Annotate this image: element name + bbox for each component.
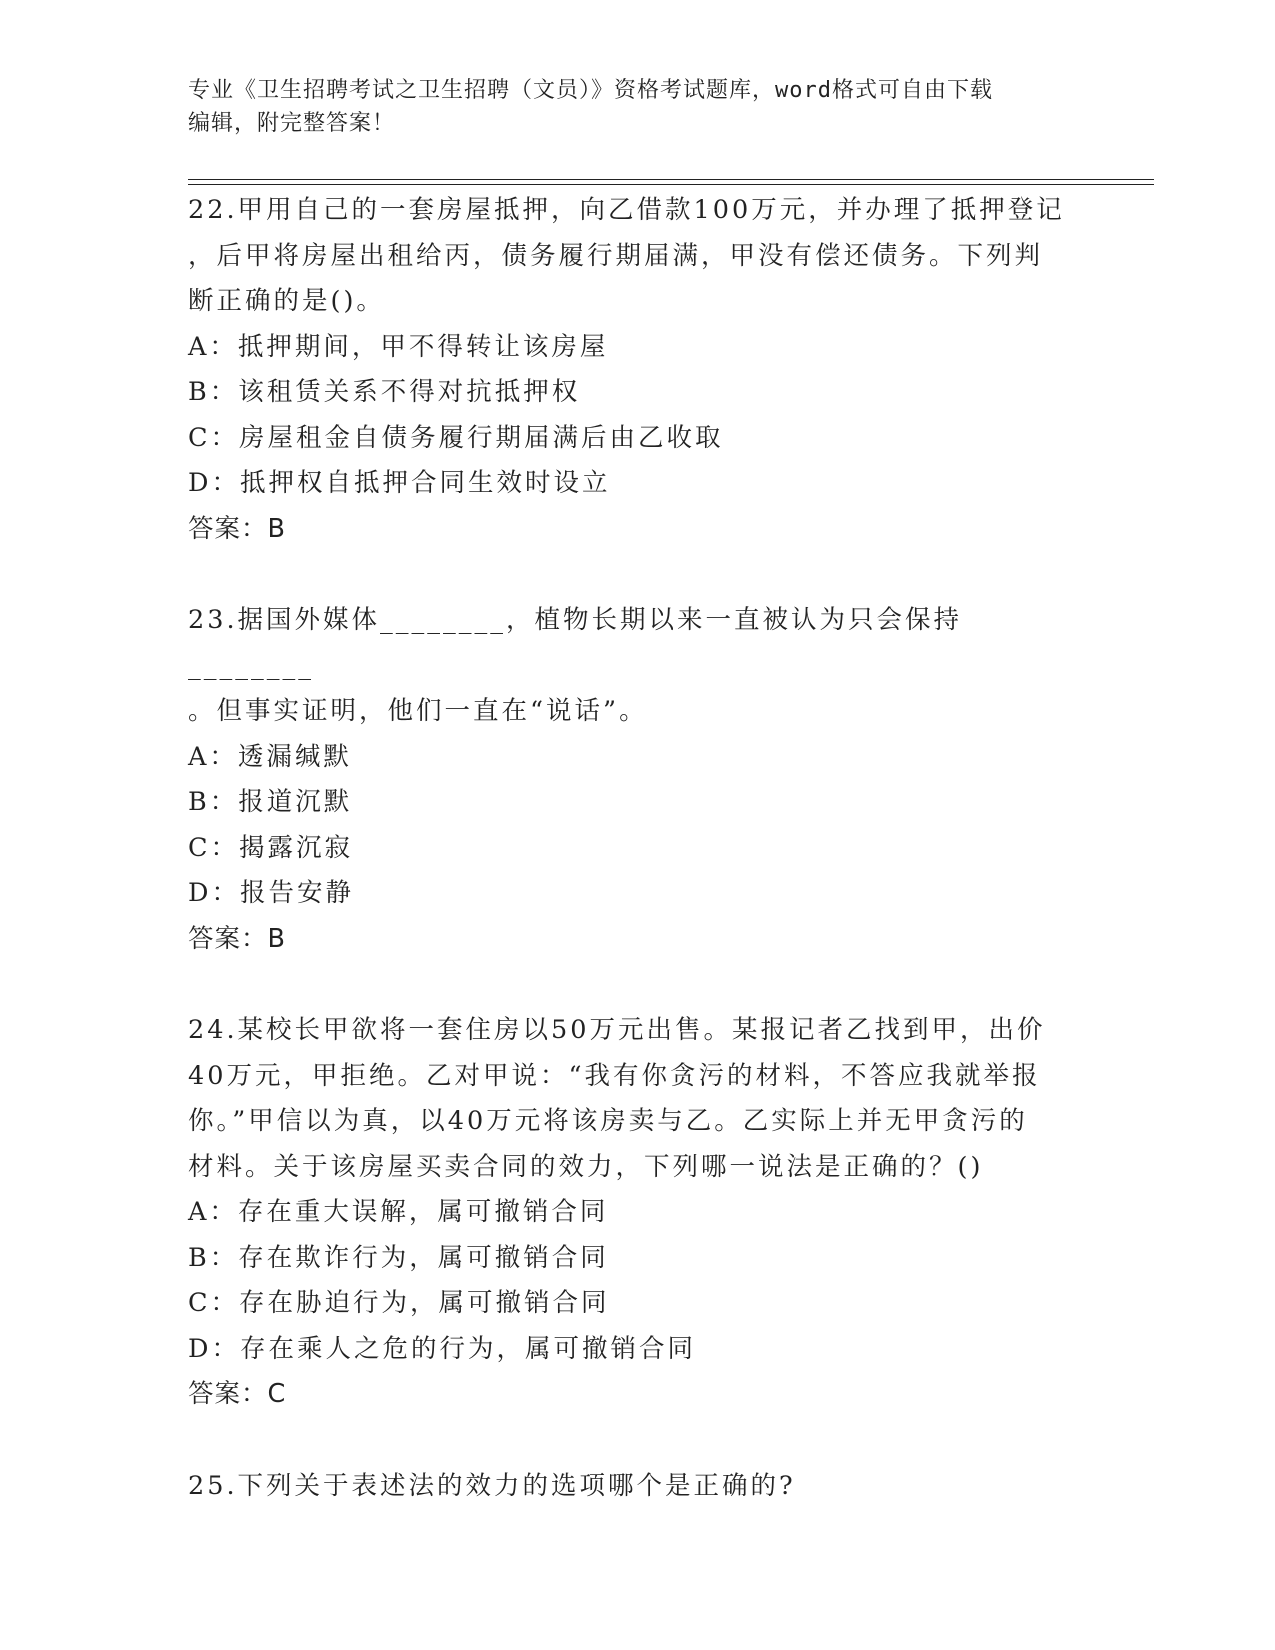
question-stem-line: 。但事实证明，他们一直在“说话”。: [188, 696, 648, 726]
option-b: B：报道沉默: [188, 787, 353, 817]
question-stem-line: 23.据国外媒体________，植物长期以来一直被认为只会保持________: [188, 605, 963, 681]
answer-label: 答案：B: [188, 513, 286, 544]
option-d: D：报告安静: [188, 878, 354, 908]
question-24: [188, 1008, 1088, 1418]
question-stem-line: 22.甲用自己的一套房屋抵押，向乙借款100万元，并办理了抵押登记: [188, 195, 1065, 225]
question-list: [188, 188, 1088, 1555]
question-stem-line: 你。”甲信以为真，以40万元将该房卖与乙。乙实际上并无甲贪污的: [188, 1106, 1028, 1136]
option-c: C：存在胁迫行为，属可撤销合同: [188, 1288, 610, 1318]
option-d: D：存在乘人之危的行为，属可撤销合同: [188, 1333, 696, 1364]
header-line-2: 编辑，附完整答案！: [188, 111, 396, 136]
document-header: [188, 74, 1068, 140]
option-c: C：房屋租金自债务履行期届满后由乙收取: [188, 422, 724, 453]
option-c: C：揭露沉寂: [188, 832, 354, 863]
question-stem-line: 材料。关于该房屋买卖合同的效力，下列哪一说法是正确的？(): [188, 1151, 984, 1182]
question-stem-line: 断正确的是()。: [188, 286, 385, 316]
option-b: B：存在欺诈行为，属可撤销合同: [188, 1242, 609, 1273]
question-stem-line: 40万元，甲拒绝。乙对甲说：“我有你贪污的材料，不答应我就举报: [188, 1060, 1041, 1091]
option-a: A：抵押期间，甲不得转让该房屋: [188, 331, 609, 362]
answer-label: 答案：B: [188, 923, 286, 954]
header-line-1: 专业《卫生招聘考试之卫生招聘（文员）》资格考试题库，word格式可自由下载: [188, 78, 993, 103]
option-a: A：透漏缄默: [188, 741, 352, 772]
option-d: D：抵押权自抵押合同生效时设立: [188, 468, 611, 498]
question-stem-line: ，后甲将房屋出租给丙，债务履行期届满，甲没有偿还债务。下列判: [188, 240, 1044, 271]
question-23: [188, 598, 1088, 962]
option-a: A：存在重大误解，属可撤销合同: [188, 1197, 609, 1227]
header-divider-bottom: [188, 184, 1154, 185]
header-divider-top: [188, 179, 1154, 180]
answer-label: 答案：C: [188, 1379, 287, 1409]
question-stem-line: 24.某校长甲欲将一套住房以50万元出售。某报记者乙找到甲，出价: [188, 1015, 1046, 1045]
question-22: [188, 188, 1088, 552]
option-b: B：该租赁关系不得对抗抵押权: [188, 377, 581, 407]
question-stem-line: 25.下列关于表述法的效力的选项哪个是正确的?: [188, 1470, 796, 1501]
question-25: [188, 1464, 1088, 1510]
